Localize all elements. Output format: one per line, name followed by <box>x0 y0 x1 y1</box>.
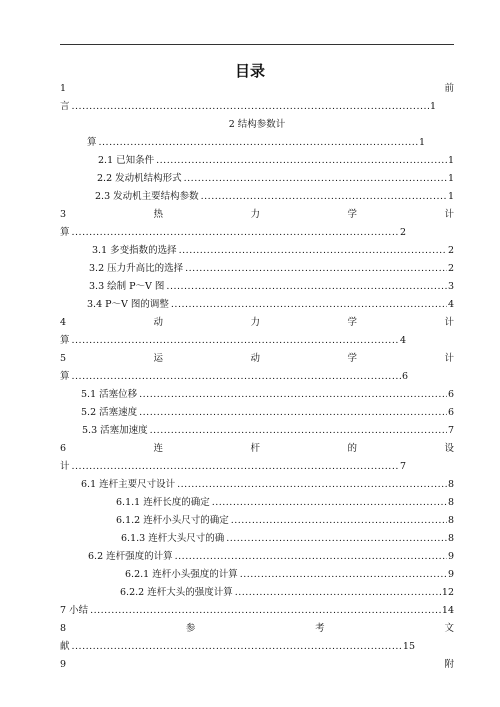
dot-leader <box>177 476 447 494</box>
toc-page-number: 15 <box>402 641 415 652</box>
toc-text: 学 <box>347 209 357 220</box>
toc-entry-2-3[interactable] <box>95 188 454 206</box>
toc-label: 言 <box>60 101 70 112</box>
dot-leader <box>156 152 447 170</box>
toc-label: 2.1 已知条件 <box>98 155 155 166</box>
toc-entry-5-1[interactable] <box>81 386 454 404</box>
toc-entry-2-2[interactable] <box>97 170 454 188</box>
dot-leader <box>72 638 402 656</box>
toc-text: 运 <box>153 353 164 364</box>
toc-page-number: 3 <box>447 281 454 292</box>
toc-label: 5.3 活塞加速度 <box>82 425 148 436</box>
toc-text: 学 <box>347 353 357 364</box>
toc-text: 连 <box>153 443 164 454</box>
toc-page-number: 6 <box>447 407 454 418</box>
toc-page-number: 1 <box>429 101 436 112</box>
toc-label: 3.2 压力升高比的选择 <box>89 263 184 274</box>
toc-page-number: 4 <box>399 335 406 346</box>
toc-label: 计 <box>60 461 70 472</box>
toc-page-number: 8 <box>447 497 454 508</box>
toc-text: 的 <box>347 443 357 454</box>
dot-leader <box>226 530 447 548</box>
dot-leader <box>179 242 447 260</box>
dot-leader <box>90 602 441 620</box>
toc-entry-6[interactable] <box>60 458 406 476</box>
toc-text: 考 <box>315 623 325 634</box>
dot-leader <box>166 278 447 296</box>
toc-page-number: 6 <box>401 371 408 382</box>
dot-leader <box>72 224 399 242</box>
toc-entry-5-3[interactable] <box>82 422 454 440</box>
toc-entry-9-head[interactable] <box>60 656 454 674</box>
toc-text: 计 <box>444 209 454 220</box>
toc-page-number: 1 <box>447 173 454 184</box>
toc-text: 学 <box>347 317 357 328</box>
toc-label: 6.1.2 连杆小头尺寸的确定 <box>116 515 229 526</box>
dot-leader <box>72 458 399 476</box>
toc-entry-1-head[interactable] <box>60 80 454 98</box>
toc-text: 前 <box>444 83 454 94</box>
toc-label: 算 <box>60 227 70 238</box>
toc-entry-6-head[interactable] <box>60 440 454 458</box>
toc-label: 3.4 P～V 图的调整 <box>87 299 169 310</box>
toc-text: 8 <box>60 623 67 634</box>
toc-entry-3[interactable] <box>60 224 406 242</box>
toc-page-number: 6 <box>447 389 454 400</box>
toc-entry-3-4[interactable] <box>87 296 454 314</box>
toc-label: 算 <box>87 137 97 148</box>
toc-page-number: 7 <box>447 425 454 436</box>
dot-leader <box>240 566 447 584</box>
dot-leader <box>235 584 441 602</box>
toc-label: 算 <box>60 335 70 346</box>
toc-label: 7 小结 <box>60 605 89 616</box>
toc-page-number: 1 <box>447 155 454 166</box>
toc-entry-6-2[interactable] <box>88 548 454 566</box>
toc-text: 9 <box>60 659 67 670</box>
toc-entry-7[interactable] <box>60 602 454 620</box>
toc-text: 热 <box>153 209 164 220</box>
dot-leader <box>201 188 447 206</box>
toc-entry-3-3[interactable] <box>89 278 454 296</box>
toc-entry-6-2-2[interactable] <box>120 584 454 602</box>
toc-entry-6-1-3[interactable] <box>121 530 454 548</box>
toc-label: 5.1 活塞位移 <box>81 389 138 400</box>
toc-label: 2.2 发动机结构形式 <box>97 173 182 184</box>
dot-leader <box>150 422 447 440</box>
toc-label: 6.1.3 连杆大头尺寸的确 <box>121 533 225 544</box>
toc-label: 5.2 活塞速度 <box>81 407 138 418</box>
dot-leader <box>72 98 429 116</box>
toc-text: 参 <box>185 623 196 634</box>
toc-label: 6.1 连杆主要尺寸设计 <box>81 479 176 490</box>
toc-label: 3.1 多变指数的选择 <box>92 245 177 256</box>
toc-label: 6.2.1 连杆小头强度的计算 <box>125 569 238 580</box>
toc-entry-2-1[interactable] <box>98 152 454 170</box>
toc-text: 动 <box>153 317 164 328</box>
toc-text: 5 <box>60 353 67 364</box>
toc-page-number: 8 <box>447 515 454 526</box>
toc-page-number: 4 <box>447 299 454 310</box>
toc-label: 6.2.2 连杆大头的强度计算 <box>120 587 233 598</box>
toc-entry-8-head[interactable] <box>60 620 454 638</box>
toc-label: 2.3 发动机主要结构参数 <box>95 191 199 202</box>
toc-text: 6 <box>60 443 67 454</box>
toc-page-number: 2 <box>399 227 406 238</box>
toc-label: 算 <box>60 371 70 382</box>
toc-page-number: 7 <box>399 461 406 472</box>
dot-leader <box>185 260 447 278</box>
dot-leader <box>184 170 447 188</box>
toc-text: 力 <box>250 209 261 220</box>
toc-page-number: 9 <box>447 569 454 580</box>
toc-label: 6.2 连杆强度的计算 <box>88 551 173 562</box>
toc-text: 4 <box>60 317 67 328</box>
toc-page-number: 1 <box>418 137 425 148</box>
dot-leader <box>139 386 447 404</box>
toc-entry-3-1[interactable] <box>92 242 454 260</box>
dot-leader <box>72 368 401 386</box>
toc-text: 文 <box>444 623 454 634</box>
toc-entry-6-2-1[interactable] <box>125 566 454 584</box>
toc-entry-5-head[interactable] <box>60 350 454 368</box>
toc-page-number: 2 <box>447 263 454 274</box>
toc-entry-6-1[interactable] <box>81 476 454 494</box>
toc-entry-3-2[interactable] <box>89 260 454 278</box>
toc-text: 1 <box>60 83 67 94</box>
toc-entry-4[interactable] <box>60 332 406 350</box>
toc-entry-3-head[interactable] <box>60 206 454 224</box>
toc-entry-6-1-1[interactable] <box>116 494 454 512</box>
toc-page-number: 9 <box>447 551 454 562</box>
dot-leader <box>99 134 418 152</box>
toc-text: 动 <box>250 353 261 364</box>
toc-text: 力 <box>250 317 261 328</box>
dot-leader <box>171 296 447 314</box>
toc-page-number: 2 <box>447 245 454 256</box>
dot-leader <box>175 548 447 566</box>
toc-label: 3.3 绘制 P～V 图 <box>89 281 165 292</box>
dot-leader <box>212 494 447 512</box>
dot-leader <box>72 332 399 350</box>
toc-entry-6-1-2[interactable] <box>116 512 454 530</box>
toc-text: 计 <box>444 353 454 364</box>
toc-entry-2-head[interactable]: 2 结构参数计 <box>228 119 286 130</box>
toc-text: 附 <box>444 659 454 670</box>
toc-text: 杆 <box>250 443 261 454</box>
toc-entry-4-head[interactable] <box>60 314 454 332</box>
header-rule <box>60 44 454 45</box>
toc-entry-2[interactable] <box>87 134 425 152</box>
dot-leader <box>231 512 447 530</box>
toc-page-number: 14 <box>441 605 454 616</box>
dot-leader <box>139 404 447 422</box>
toc-entry-8[interactable] <box>60 638 415 656</box>
page-title: 目录 <box>234 62 265 80</box>
toc-label: 献 <box>60 641 70 652</box>
toc-text: 设 <box>444 443 454 454</box>
toc-page-number: 12 <box>441 587 454 598</box>
toc-text: 3 <box>60 209 67 220</box>
toc-entry-1[interactable] <box>60 98 436 116</box>
toc-page-number: 1 <box>447 191 454 202</box>
toc-page-number: 8 <box>447 479 454 490</box>
toc-entry-5[interactable] <box>60 368 408 386</box>
toc-text: 计 <box>444 317 454 328</box>
toc-page-number: 8 <box>447 533 454 544</box>
toc-label: 6.1.1 连杆长度的确定 <box>116 497 210 508</box>
toc-entry-5-2[interactable] <box>81 404 454 422</box>
